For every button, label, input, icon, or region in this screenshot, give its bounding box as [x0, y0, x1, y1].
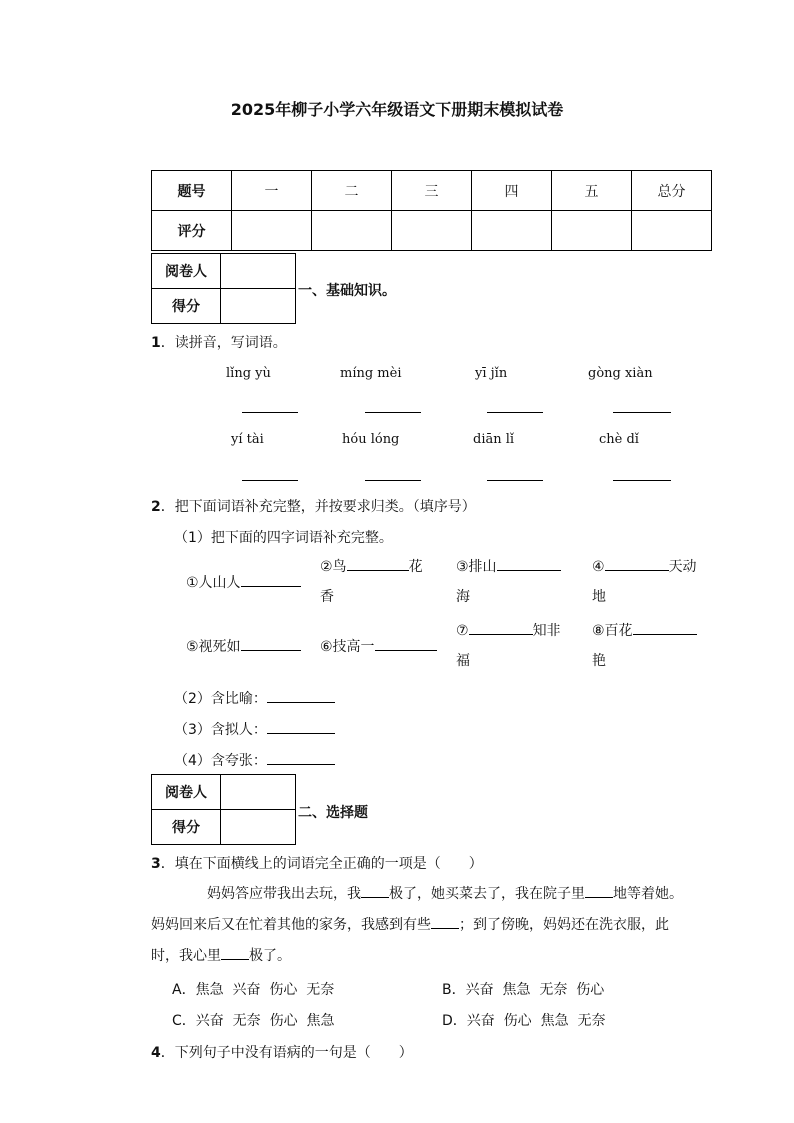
passage-text: 地等着她。 [613, 886, 683, 902]
sub-question-3 [174, 719, 335, 739]
reviewer-label: 阅卷人 [152, 775, 221, 810]
score-header-cell: 一 [232, 171, 312, 211]
idiom-item-6 [320, 632, 437, 662]
passage-text: 时，我心里 [151, 948, 221, 964]
score-header-cell: 三 [392, 171, 472, 211]
question-text: ．把下面词语补充完整，并按要求归类。（填序号） [160, 499, 476, 515]
answer-line[interactable] [365, 479, 421, 481]
idiom-text: ⑦ [456, 623, 469, 639]
passage-line [151, 879, 721, 910]
score-table-score-row [152, 211, 712, 251]
pinyin: hóu lóng [342, 432, 400, 447]
passage-line [151, 941, 721, 972]
idiom-text: ⑧百花 [592, 623, 633, 639]
section1-title: 一、基础知识。 [298, 283, 396, 299]
pinyin: gòng xiàn [588, 366, 653, 381]
score-label: 得分 [152, 810, 221, 845]
answer-blank[interactable] [267, 702, 335, 703]
question-4 [151, 1042, 413, 1062]
reviewer-label: 阅卷人 [152, 254, 221, 289]
sub-question-text: （2）含比喻： [174, 691, 267, 707]
idiom-blank[interactable] [347, 570, 409, 571]
idiom-blank[interactable] [469, 634, 533, 635]
idiom-text: ⑤视死如 [186, 639, 241, 655]
idiom-text: 福 [456, 653, 470, 669]
score-cell[interactable] [632, 211, 712, 251]
passage-blank[interactable] [361, 897, 389, 898]
question-number: 4 [151, 1045, 161, 1061]
idiom-blank[interactable] [497, 570, 561, 571]
idiom-text: 知非 [532, 623, 561, 639]
idiom-blank[interactable] [241, 586, 301, 587]
answer-line[interactable] [242, 479, 298, 481]
sub-question-1: （1）把下面的四字词语补充完整。 [174, 530, 393, 546]
score-table-header-row [152, 171, 712, 211]
passage-text: ；到了傍晚，妈妈还在洗衣服，此 [459, 917, 669, 933]
idiom-item-5 [186, 632, 301, 662]
idiom-item-4 [592, 552, 712, 612]
idiom-blank[interactable] [633, 634, 697, 635]
answer-blank[interactable] [267, 733, 335, 734]
passage-blank[interactable] [585, 897, 613, 898]
idiom-blank[interactable] [375, 650, 437, 651]
score-label: 得分 [152, 289, 221, 324]
idiom-text: ②鸟 [320, 559, 347, 575]
answer-line[interactable] [365, 411, 421, 413]
idiom-text: ⑥技高一 [320, 639, 375, 655]
answer-line[interactable] [242, 411, 298, 413]
passage-text: 极了，她买菜去了，我在院子里 [389, 886, 585, 902]
option-c[interactable]: C．兴奋 无奈 伤心 焦急 [172, 1013, 335, 1029]
question-number: 3 [151, 856, 161, 872]
question-3 [151, 853, 483, 873]
idiom-text: 地 [592, 589, 606, 605]
idiom-text: 艳 [592, 653, 606, 669]
idiom-text: ①人山人 [186, 575, 241, 591]
score-header-cell: 题号 [152, 171, 232, 211]
idiom-text: 天动 [668, 559, 697, 575]
idiom-text: ③排山 [456, 559, 497, 575]
option-d[interactable]: D．兴奋 伤心 焦急 无奈 [442, 1013, 606, 1029]
answer-line[interactable] [613, 411, 671, 413]
question-text: ．填在下面横线上的词语完全正确的一项是（ ） [160, 856, 483, 872]
answer-line[interactable] [613, 479, 671, 481]
pinyin: diān lǐ [473, 432, 515, 447]
pinyin: chè dǐ [599, 432, 639, 447]
score-cell[interactable] [232, 211, 312, 251]
idiom-item-1 [186, 568, 301, 598]
score-header-cell: 四 [472, 171, 552, 211]
pinyin: yí tài [231, 432, 264, 447]
question-text: ．下列句子中没有语病的一句是（ ） [160, 1045, 413, 1061]
question-1 [151, 332, 287, 352]
sub-question-2 [174, 688, 335, 708]
grader-box-section2 [151, 774, 296, 845]
passage-blank[interactable] [431, 928, 459, 929]
idiom-item-7 [456, 616, 576, 676]
idiom-item-2 [320, 552, 440, 612]
reviewer-cell[interactable] [221, 775, 296, 810]
grader-box-section1 [151, 253, 296, 324]
score-cell[interactable] [312, 211, 392, 251]
page-title: 2025年柳子小学六年级语文下册期末模拟试卷 [230, 100, 564, 119]
idiom-text: 花 [408, 559, 423, 575]
passage-text: 极了。 [249, 948, 291, 964]
pinyin: yī jǐn [475, 366, 508, 381]
answer-line[interactable] [487, 479, 543, 481]
option-b[interactable]: B．兴奋 焦急 无奈 伤心 [442, 982, 605, 998]
question-number: 1 [151, 335, 161, 351]
section2-title: 二、选择题 [298, 805, 368, 821]
answer-line[interactable] [487, 411, 543, 413]
idiom-text: 海 [456, 589, 470, 605]
idiom-blank[interactable] [241, 650, 301, 651]
idiom-text: ④ [592, 559, 605, 575]
sub-question-4 [174, 750, 335, 770]
idiom-item-8 [592, 616, 712, 676]
idiom-text: 香 [320, 589, 334, 605]
answer-blank[interactable] [267, 764, 335, 765]
question-text: ．读拼音，写词语。 [160, 335, 287, 351]
score-cell[interactable] [472, 211, 552, 251]
score-cell[interactable] [552, 211, 632, 251]
passage-text: 妈妈答应带我出去玩，我 [207, 886, 361, 902]
score-cell[interactable] [392, 211, 472, 251]
question-2 [151, 496, 476, 516]
passage-line [151, 910, 721, 941]
option-a[interactable]: A．焦急 兴奋 伤心 无奈 [172, 982, 335, 998]
passage-blank[interactable] [221, 959, 249, 960]
pinyin: lǐng yù [226, 366, 271, 381]
score-header-cell: 五 [552, 171, 632, 211]
grader-score-cell[interactable] [221, 810, 296, 845]
passage-text: 妈妈回来后又在忙着其他的家务，我感到有些 [151, 917, 431, 933]
score-table [151, 170, 712, 251]
sub-question-text: （3）含拟人： [174, 722, 267, 738]
reviewer-cell[interactable] [221, 254, 296, 289]
score-header-cell: 总分 [632, 171, 712, 211]
question-3-passage [151, 879, 721, 972]
pinyin: míng mèi [340, 366, 402, 381]
score-header-cell: 二 [312, 171, 392, 211]
idiom-item-3 [456, 552, 576, 612]
score-row-label: 评分 [152, 211, 232, 251]
grader-score-cell[interactable] [221, 289, 296, 324]
sub-question-text: （4）含夸张： [174, 753, 267, 769]
question-number: 2 [151, 499, 161, 515]
idiom-blank[interactable] [605, 570, 669, 571]
